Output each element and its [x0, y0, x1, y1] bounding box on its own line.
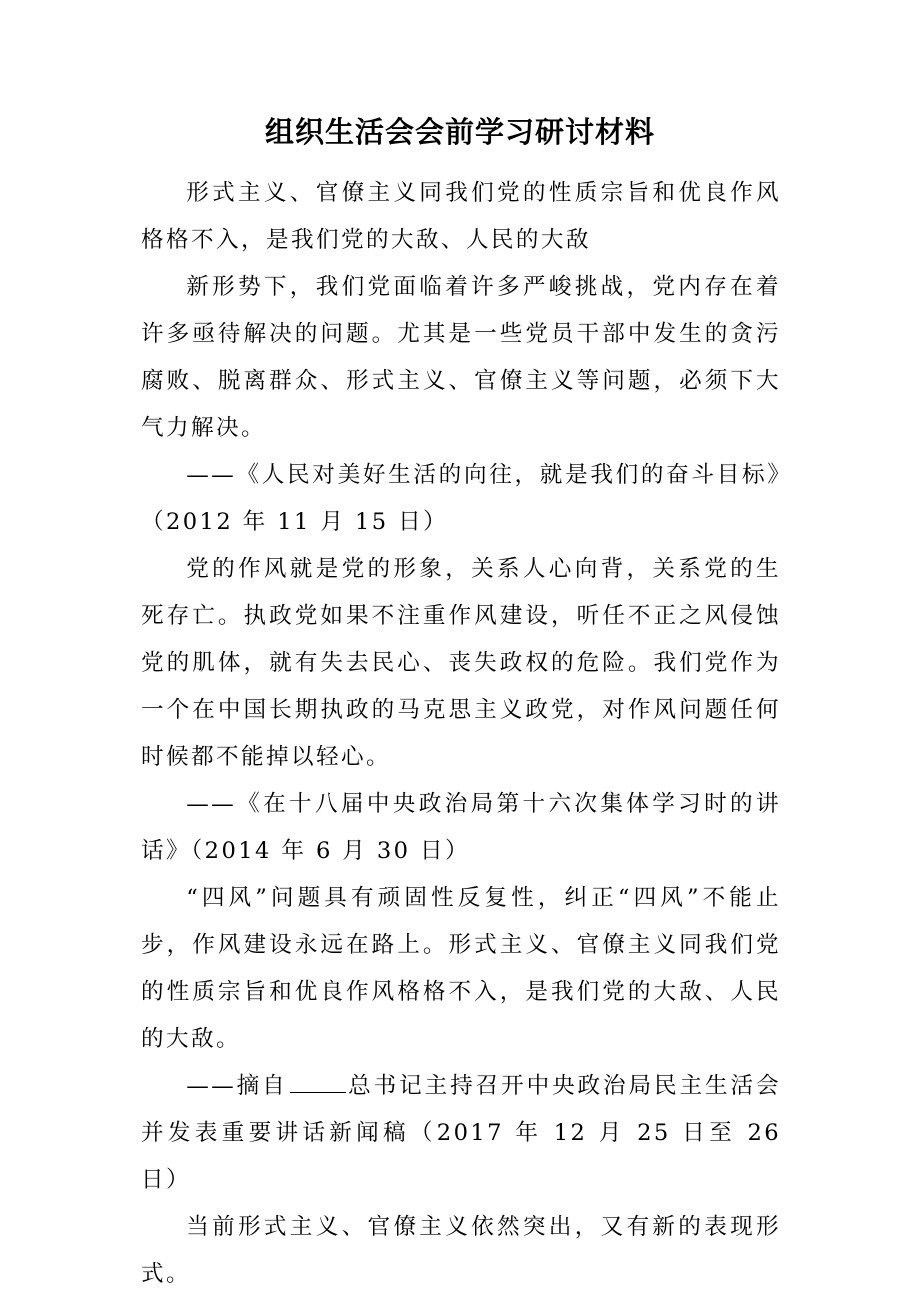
document-title: 组织生活会会前学习研讨材料: [264, 115, 655, 149]
source-note-prefix: ——摘自: [186, 1073, 288, 1099]
document-body: [141, 170, 781, 1298]
paragraph: “四风”问题具有顽固性反复性，纠正“四风”不能止步，作风建设永远在路上。形式主义、官僚主义同我们党的性质宗旨和优良作风格格不入，是我们党的大敌、人民的大敌。: [141, 885, 781, 1052]
citation: ——《在十八届中央政治局第十六次集体学习时的讲话》（2014 年 6 月 30 日）: [141, 791, 781, 864]
paragraph: 当前形式主义、官僚主义依然突出，又有新的表现形式。: [141, 1214, 781, 1287]
source-note: [141, 1063, 781, 1204]
paragraph: 新形势下，我们党面临着许多严峻挑战，党内存在着许多亟待解决的问题。尤其是一些党员干部中发生的贪污腐败、脱离群众、形式主义、官僚主义等问题，必须下大气力解决。: [141, 274, 781, 441]
redacted-name-blank: [290, 1072, 346, 1093]
citation: ——《人民对美好生活的向往，就是我们的奋斗目标》（2012 年 11 月 15 日）: [141, 462, 781, 535]
paragraph: 形式主义、官僚主义同我们党的性质宗旨和优良作风格格不入，是我们党的大敌、人民的大敌: [141, 180, 781, 253]
source-note-text: 总书记主持召开中央政治局民主生活会并发表重要讲话新闻稿（2017 年 12 月 25 日至 26 日）: [141, 1073, 781, 1193]
paragraph: 党的作风就是党的形象，关系人心向背，关系党的生死存亡。执政党如果不注重作风建设，听任不正之风侵蚀党的肌体，就有失去民心、丧失政权的危险。我们党作为一个在中国长期执政的马克思主义政党，对作风问题任何时候都不能掉以轻心。: [141, 556, 781, 770]
